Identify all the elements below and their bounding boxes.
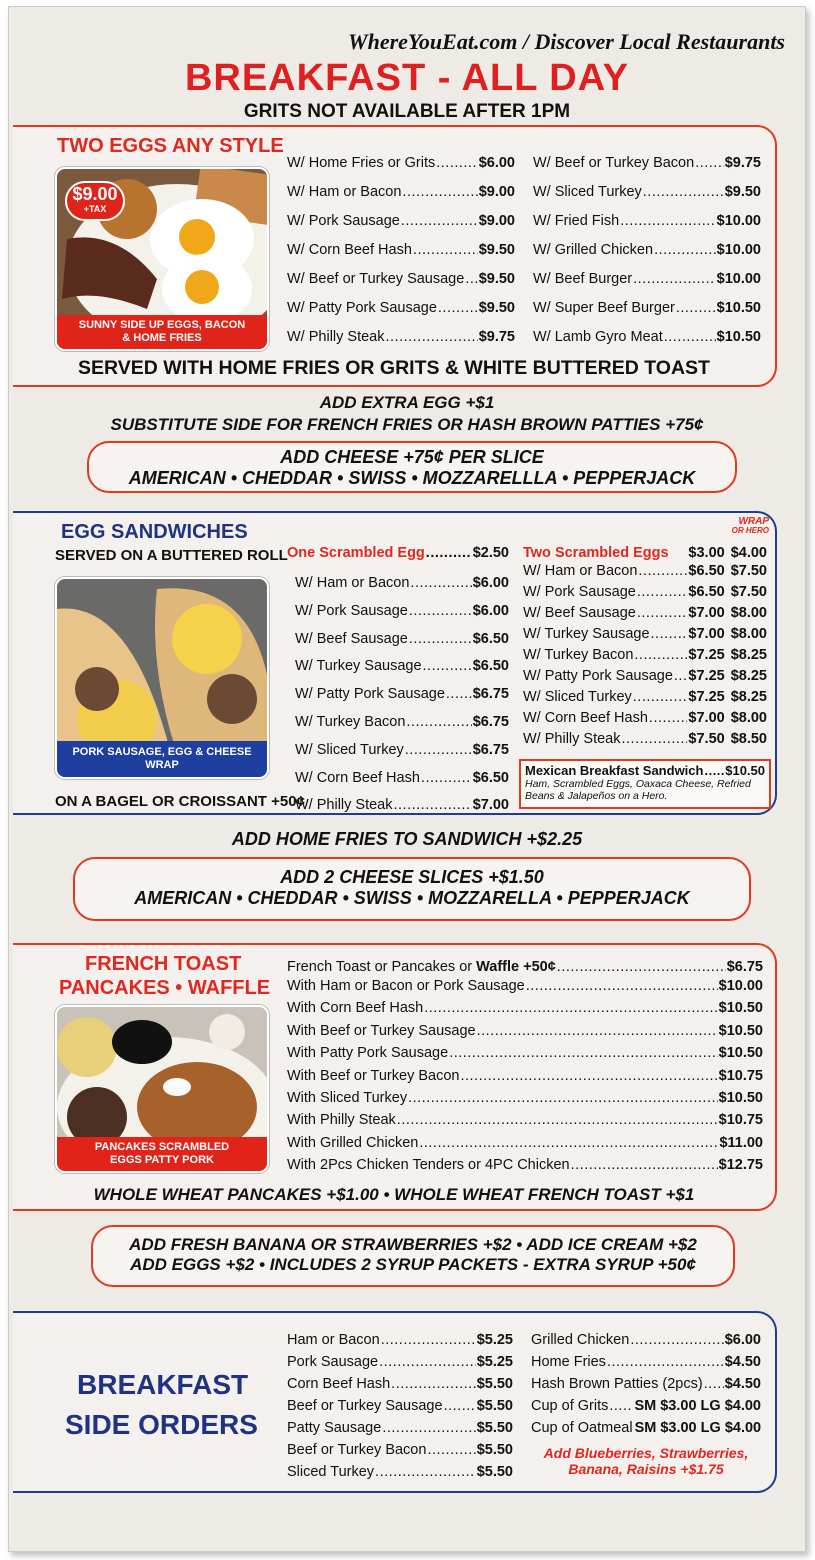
dot-leader [607, 1351, 724, 1373]
menu-item [295, 626, 509, 654]
wrap-tag-line1: WRAP [738, 516, 769, 527]
dot-leader [664, 323, 716, 352]
item-price-wrap: $8.50 [730, 731, 767, 747]
toppings-pill-line2: ADD EGGS +$2 • INCLUDES 2 SYRUP PACKETS - EXTRA SYRUP +50¢ [130, 1255, 696, 1274]
two-cheese-pill [73, 857, 751, 921]
two-egg-list [523, 545, 767, 750]
item-name: Grilled Chicken [531, 1332, 630, 1348]
menu-item [295, 792, 509, 820]
menu-item [295, 598, 509, 626]
item-price: $6.50 [688, 563, 725, 579]
dot-leader [446, 681, 472, 709]
item-price: $12.75 [718, 1157, 763, 1174]
menu-item [295, 765, 509, 793]
item-price: $10.50 [718, 1045, 763, 1062]
menu-item [287, 1329, 513, 1351]
menu-item [287, 975, 763, 997]
dot-leader [676, 294, 716, 323]
dot-leader [423, 653, 472, 681]
menu-item [287, 265, 515, 294]
dot-leader [643, 178, 724, 207]
french-toast-photo [55, 1005, 269, 1173]
two-egg-label: Two Scrambled Eggs [523, 545, 669, 561]
item-name: W/ Patty Pork Sausage [287, 300, 437, 316]
menu-item [287, 323, 515, 352]
dot-leader [695, 149, 724, 178]
menu-item [287, 1020, 763, 1042]
one-egg-list [287, 545, 509, 820]
dot-leader [408, 1087, 718, 1109]
mexican-sandwich-desc: Ham, Scrambled Eggs, Oaxaca Cheese, Refried Beans & Jalapeños on a Hero. [525, 778, 751, 802]
french-toast-base-name: French Toast or Pancakes or [287, 959, 477, 975]
dot-leader [421, 765, 472, 793]
badge-price: $9.00 [72, 184, 118, 204]
item-price: $9.50 [724, 184, 761, 200]
item-price: $9.75 [724, 155, 761, 171]
home-fries-line: ADD HOME FRIES TO SANDWICH +$2.25 [231, 829, 583, 849]
menu-item [287, 1042, 763, 1064]
item-price-wrap: $8.25 [730, 647, 767, 663]
page-subtitle: GRITS NOT AVAILABLE AFTER 1PM [243, 101, 571, 122]
two-eggs-left-list [287, 149, 515, 352]
menu-item [287, 178, 515, 207]
menu-item [295, 681, 509, 709]
item-price-wrap: $7.50 [730, 584, 767, 600]
one-egg-header [287, 545, 509, 561]
dot-leader [630, 1329, 723, 1351]
dot-leader [465, 265, 477, 294]
substitute-line: SUBSTITUTE SIDE FOR FRENCH FRIES OR HASH BROWN PATTIES +75¢ [110, 415, 704, 434]
menu-item [533, 149, 761, 178]
item-name: W/ Beef Sausage [523, 605, 636, 621]
menu-item [287, 1351, 513, 1373]
dot-leader [397, 1109, 718, 1131]
item-price: $10.75 [718, 1067, 763, 1084]
dot-leader [386, 323, 478, 352]
menu-item [523, 666, 767, 687]
item-price: $5.50 [476, 1376, 513, 1392]
dot-leader [444, 1395, 476, 1417]
dot-leader [413, 236, 478, 265]
dot-leader [381, 1329, 476, 1351]
item-price: $7.00 [472, 797, 509, 814]
item-price: $11.00 [719, 1134, 763, 1151]
menu-item [287, 294, 515, 323]
item-price-wrap: $8.00 [730, 605, 767, 621]
item-name: W/ Home Fries or Grits [287, 155, 436, 171]
dot-leader [375, 1461, 476, 1483]
menu-item [295, 570, 509, 598]
item-name: With Beef or Turkey Sausage [287, 1022, 476, 1039]
two-egg-price-roll: $3.00 [688, 545, 725, 561]
dot-leader [634, 645, 687, 666]
dot-leader [436, 149, 477, 178]
item-name: Cup of Grits [531, 1398, 609, 1414]
menu-item [523, 624, 767, 645]
dot-leader [633, 687, 688, 708]
item-name: W/ Corn Beef Hash [287, 242, 412, 258]
menu-item [533, 323, 761, 352]
item-name: Beef or Turkey Sausage [287, 1398, 443, 1414]
item-price: $10.50 [718, 1089, 763, 1106]
side-orders-title2: SIDE ORDERS [65, 1409, 258, 1440]
menu-item [287, 1395, 513, 1417]
dot-leader [674, 666, 688, 687]
french-toast-title1: FRENCH TOAST [85, 953, 242, 975]
one-egg-price: $2.50 [472, 545, 509, 561]
menu-item [533, 265, 761, 294]
dot-leader [649, 708, 687, 729]
item-price: $10.50 [718, 1022, 763, 1039]
item-name: Pork Sausage [287, 1354, 379, 1370]
item-name: W/ Sliced Turkey [533, 184, 642, 200]
item-name: W/ Pork Sausage [287, 213, 400, 229]
side-orders-title1: BREAKFAST [77, 1369, 249, 1400]
menu-item [523, 582, 767, 603]
dot-leader [460, 1065, 717, 1087]
egg-sandwiches-photo [55, 577, 269, 779]
item-price: $7.00 [688, 605, 725, 621]
dot-leader [633, 265, 716, 294]
dot-leader [609, 1395, 633, 1417]
two-eggs-footer: SERVED WITH HOME FRIES OR GRITS & WHITE BUTTERED TOAST [78, 357, 710, 379]
menu-item [287, 1087, 763, 1109]
dot-leader [638, 561, 687, 582]
menu-item [287, 997, 763, 1019]
item-name: W/ Turkey Sausage [295, 658, 422, 675]
dot-leader [382, 1417, 475, 1439]
item-name: Home Fries [531, 1354, 606, 1370]
two-eggs-caption: SUNNY SIDE UP EGGS, BACON & HOME FRIES [57, 315, 267, 349]
item-price: $6.75 [472, 713, 509, 730]
menu-item [287, 1461, 513, 1483]
item-price: $9.00 [478, 184, 515, 200]
menu-item [533, 178, 761, 207]
menu-item [287, 1373, 513, 1395]
dot-leader [409, 626, 472, 654]
item-price: $9.50 [478, 271, 515, 287]
item-name: With 2Pcs Chicken Tenders or 4PC Chicken [287, 1157, 570, 1174]
item-price: $6.00 [724, 1332, 761, 1348]
menu-item [531, 1351, 761, 1373]
menu-item [531, 1417, 761, 1439]
item-name: W/ Turkey Bacon [295, 713, 406, 730]
item-price-wrap: $8.25 [730, 689, 767, 705]
dot-leader [526, 975, 718, 997]
item-price: $10.00 [718, 978, 763, 994]
mexican-sandwich-price: $10.50 [725, 763, 765, 778]
egg-sandwiches-section [13, 511, 777, 815]
item-price: $5.50 [476, 1442, 513, 1458]
price-badge [65, 181, 125, 221]
item-price: $10.50 [716, 329, 761, 345]
menu-item [531, 1395, 761, 1417]
item-price: $6.50 [472, 658, 509, 675]
item-price: $6.50 [472, 769, 509, 786]
item-price: $6.00 [472, 602, 509, 619]
menu-item [295, 709, 509, 737]
dot-leader [409, 598, 472, 626]
dot-leader [406, 709, 471, 737]
menu-item [523, 708, 767, 729]
item-price: $9.50 [478, 300, 515, 316]
menu-item [531, 1373, 761, 1395]
bagel-note: ON A BAGEL OR CROISSANT +50¢ [55, 793, 305, 810]
item-name: With Sliced Turkey [287, 1089, 408, 1106]
item-price: $10.00 [716, 271, 761, 287]
item-name: W/ Lamb Gyro Meat [533, 329, 663, 345]
item-name: W/ Philly Steak [295, 797, 393, 814]
french-toast-list [287, 959, 763, 1177]
item-name: W/ Philly Steak [523, 731, 621, 747]
item-name: W/ Sliced Turkey [523, 689, 632, 705]
item-name: W/ Corn Beef Hash [295, 769, 420, 786]
item-price: $10.50 [718, 1000, 763, 1017]
item-name: W/ Turkey Bacon [523, 647, 634, 663]
item-price: $6.50 [472, 630, 509, 647]
item-price: $4.50 [724, 1376, 761, 1392]
french-toast-title2: PANCAKES • WAFFLE [59, 977, 271, 999]
item-name: W/ Patty Pork Sausage [295, 686, 445, 703]
item-name: W/ Ham or Bacon [287, 184, 402, 200]
dot-leader [704, 1373, 724, 1395]
mexican-sandwich-box [519, 759, 771, 809]
dot-leader [419, 1132, 718, 1154]
side-orders-section [13, 1311, 777, 1493]
menu-item [523, 603, 767, 624]
toppings-pill [91, 1225, 735, 1287]
side-orders-right-list [531, 1329, 761, 1477]
wrap-tag-line2: OR HERO [731, 526, 769, 535]
french-toast-footer: WHOLE WHEAT PANCAKES +$1.00 • WHOLE WHEAT FRENCH TOAST +$1 [93, 1185, 695, 1204]
menu-item [287, 1109, 763, 1131]
dot-leader [405, 737, 472, 765]
menu-item [533, 207, 761, 236]
item-price: $6.75 [472, 686, 509, 703]
item-name: W/ Philly Steak [287, 329, 385, 345]
item-price-wrap: $8.00 [730, 710, 767, 726]
item-price: $6.00 [478, 155, 515, 171]
item-name: Sliced Turkey [287, 1464, 375, 1480]
dot-leader [622, 729, 688, 750]
dot-leader [620, 207, 715, 236]
dot-leader [424, 997, 717, 1019]
item-name: W/ Ham or Bacon [295, 575, 410, 591]
menu-item [287, 1439, 513, 1461]
item-name: With Beef or Turkey Bacon [287, 1067, 460, 1084]
menu-item [533, 236, 761, 265]
french-toast-waffle-note: Waffle +50¢ [476, 959, 556, 975]
one-egg-label: One Scrambled Egg [287, 545, 425, 561]
two-eggs-photo [55, 167, 269, 351]
french-toast-base-price: $6.75 [726, 959, 763, 975]
item-price: $7.50 [688, 731, 725, 747]
menu-page [8, 6, 806, 1552]
two-egg-header [523, 545, 767, 561]
item-price: $5.50 [476, 1420, 513, 1436]
item-name: Ham or Bacon [287, 1332, 380, 1348]
egg-sandwiches-subtitle: SERVED ON A BUTTERED ROLL [55, 547, 288, 564]
item-price: $5.50 [476, 1464, 513, 1480]
wrap-tag [732, 517, 769, 535]
french-toast-caption: PANCAKES SCRAMBLED EGGS PATTY PORK [57, 1137, 267, 1171]
dot-leader [394, 792, 472, 820]
side-orders-note2: Banana, Raisins +$1.75 [568, 1461, 724, 1477]
french-toast-section [13, 943, 777, 1211]
egg-sandwiches-caption: PORK SAUSAGE, EGG & CHEESE WRAP [57, 741, 267, 777]
item-price: $7.00 [688, 626, 725, 642]
item-price: $10.00 [716, 242, 761, 258]
dot-leader [571, 1154, 718, 1176]
item-price-wrap: $8.25 [730, 668, 767, 684]
dot-leader [654, 236, 716, 265]
side-orders-left-list [287, 1329, 513, 1483]
menu-item [523, 687, 767, 708]
menu-item [295, 737, 509, 765]
item-name: W/ Beef Burger [533, 271, 633, 287]
item-name: W/ Pork Sausage [295, 602, 408, 619]
menu-item [287, 1417, 513, 1439]
two-egg-price-wrap: $4.00 [730, 545, 767, 561]
menu-item [287, 236, 515, 265]
page-title: BREAKFAST - ALL DAY [184, 57, 630, 99]
item-price: SM $3.00 LG $4.00 [634, 1398, 761, 1414]
item-name: W/ Patty Pork Sausage [523, 668, 673, 684]
toppings-pill-line1: ADD FRESH BANANA OR STRAWBERRIES +$2 • ADD ICE CREAM +$2 [129, 1235, 697, 1254]
item-name: With Philly Steak [287, 1112, 396, 1129]
two-eggs-section [13, 125, 777, 387]
french-toast-base-item [287, 959, 763, 975]
dot-leader [410, 570, 471, 598]
item-name: With Corn Beef Hash [287, 1000, 424, 1017]
item-price: $10.00 [716, 213, 761, 229]
dot-leader [477, 1020, 718, 1042]
site-watermark: WhereYouEat.com / Discover Local Restaurants [348, 29, 785, 54]
item-name: W/ Fried Fish [533, 213, 620, 229]
item-name: Beef or Turkey Bacon [287, 1442, 427, 1458]
menu-item [523, 645, 767, 666]
cheese-pill [87, 441, 737, 493]
dot-leader [651, 624, 688, 645]
menu-item [287, 1132, 763, 1154]
item-price: $9.75 [478, 329, 515, 345]
dot-leader [401, 207, 478, 236]
item-name: Corn Beef Hash [287, 1376, 391, 1392]
item-name: W/ Beef or Turkey Bacon [533, 155, 695, 171]
dot-leader [637, 603, 688, 624]
cheese-pill-line1: ADD CHEESE +75¢ PER SLICE [280, 447, 544, 467]
item-price: $7.25 [688, 689, 725, 705]
mexican-sandwich-name: Mexican Breakfast Sandwich [525, 763, 704, 778]
item-name: Cup of Oatmeal [531, 1420, 633, 1436]
item-name: W/ Grilled Chicken [533, 242, 654, 258]
item-name: With Grilled Chicken [287, 1134, 419, 1151]
item-name: W/ Ham or Bacon [523, 563, 638, 579]
item-price: $10.75 [718, 1112, 763, 1129]
item-name: Patty Sausage [287, 1420, 382, 1436]
item-name: W/ Super Beef Burger [533, 300, 675, 316]
item-name: With Ham or Bacon or Pork Sausage [287, 978, 525, 994]
item-price: $5.25 [476, 1332, 513, 1348]
side-orders-note1: Add Blueberries, Strawberries, [543, 1445, 749, 1461]
item-price: $7.00 [688, 710, 725, 726]
badge-tax: +TAX [83, 204, 107, 214]
two-eggs-right-list [533, 149, 761, 352]
menu-item [295, 653, 509, 681]
cheese-pill-line2: AMERICAN • CHEDDAR • SWISS • MOZZARELLLA • PEPPERJACK [128, 468, 696, 488]
menu-item [287, 207, 515, 236]
item-name: W/ Corn Beef Hash [523, 710, 648, 726]
menu-item [287, 1065, 763, 1087]
item-price: $5.25 [476, 1354, 513, 1370]
item-price: $10.50 [716, 300, 761, 316]
item-name: With Patty Pork Sausage [287, 1045, 449, 1062]
dot-leader [391, 1373, 476, 1395]
menu-item [287, 1154, 763, 1176]
item-name: W/ Sliced Turkey [295, 741, 404, 758]
item-name: W/ Pork Sausage [523, 584, 636, 600]
item-price: SM $3.00 LG $4.00 [634, 1420, 762, 1436]
menu-item [523, 729, 767, 750]
menu-item [531, 1329, 761, 1351]
mexican-sandwich-item [525, 763, 765, 778]
two-eggs-title: TWO EGGS ANY STYLE [57, 135, 284, 157]
egg-sandwiches-title: EGG SANDWICHES [61, 521, 248, 543]
item-price-wrap: $7.50 [730, 563, 767, 579]
item-price: $5.50 [476, 1398, 513, 1414]
dot-leader [402, 178, 477, 207]
dot-leader [637, 582, 688, 603]
item-price: $7.25 [688, 647, 725, 663]
dot-leader [449, 1042, 717, 1064]
item-price: $6.50 [688, 584, 725, 600]
item-price-wrap: $8.00 [730, 626, 767, 642]
item-price: $6.75 [472, 741, 509, 758]
two-cheese-pill-line1: ADD 2 CHEESE SLICES +$1.50 [280, 867, 544, 887]
menu-item [533, 294, 761, 323]
item-price: $6.00 [472, 575, 509, 591]
dot-leader [438, 294, 478, 323]
dot-leader [427, 1439, 475, 1461]
dot-leader [379, 1351, 476, 1373]
two-cheese-pill-line2: AMERICAN • CHEDDAR • SWISS • MOZZARELLA • PEPPERJACK [134, 888, 690, 908]
item-name: Hash Brown Patties (2pcs) [531, 1376, 703, 1392]
menu-item [287, 149, 515, 178]
item-name: W/ Beef or Turkey Sausage [287, 271, 465, 287]
item-price: $9.00 [478, 213, 515, 229]
item-name: W/ Turkey Sausage [523, 626, 650, 642]
item-price: $4.50 [724, 1354, 761, 1370]
item-price: $7.25 [688, 668, 725, 684]
item-price: $9.50 [478, 242, 515, 258]
extra-egg-line: ADD EXTRA EGG +$1 [319, 393, 495, 412]
item-name: W/ Beef Sausage [295, 630, 408, 647]
menu-item [523, 561, 767, 582]
